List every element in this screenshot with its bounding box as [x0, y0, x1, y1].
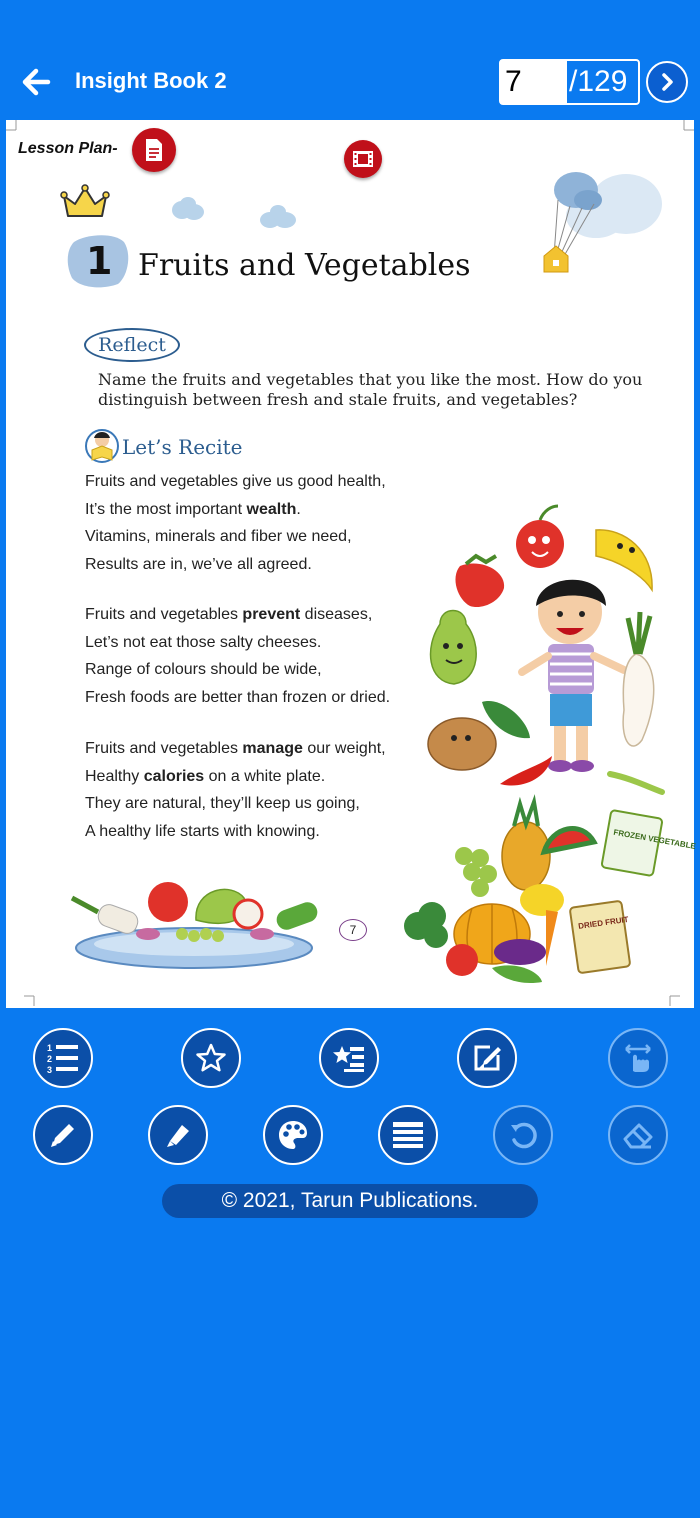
- page-number-input[interactable]: [501, 61, 567, 103]
- crop-mark: [24, 992, 38, 1006]
- poem-line: Fruits and vegetables prevent diseases,: [85, 606, 373, 623]
- back-button[interactable]: [18, 62, 58, 102]
- page-number: 7: [339, 919, 367, 941]
- poem-stanza-2: [85, 601, 390, 711]
- poem-line: Range of colours should be wide,: [85, 661, 322, 678]
- video-button[interactable]: [344, 140, 382, 178]
- numbered-list-icon: [46, 1041, 80, 1075]
- table-of-contents-button[interactable]: [33, 1028, 93, 1088]
- fit-width-button[interactable]: [608, 1028, 668, 1088]
- undo-icon: [507, 1119, 539, 1151]
- poem-line: Results are in, we’ve all agreed.: [85, 555, 312, 573]
- crop-mark: [680, 120, 694, 134]
- reflect-label: Reflect: [84, 328, 180, 362]
- pencil-icon: [47, 1119, 79, 1151]
- book-title: Insight Book 2: [75, 68, 227, 93]
- poem-line: Fruits and vegetables manage our weight,: [85, 740, 386, 757]
- marker-icon: [162, 1119, 194, 1151]
- poem-line: They are natural, they’ll keep us going,: [85, 795, 360, 812]
- bookmarks-list-button[interactable]: [319, 1028, 379, 1088]
- recite-title: Let’s Recite: [122, 435, 243, 459]
- svg-text:DRIED FRUIT: DRIED FRUIT: [577, 914, 630, 931]
- page-navigator: [499, 59, 640, 105]
- fruit-plate-illustration: [62, 868, 326, 972]
- reflect-question: Name the fruits and vegetables that you like the most. How do you distinguish between fresh and stale fruits, and vegetables?: [98, 370, 643, 409]
- go-to-page-button[interactable]: [646, 61, 688, 103]
- cloud-decoration: [170, 194, 206, 224]
- poem-line: Fresh foods are better than frozen or dried.: [85, 688, 391, 706]
- flying-house-illustration: [536, 160, 668, 280]
- poem-line: A healthy life starts with knowing.: [85, 822, 320, 840]
- palette-icon: [276, 1118, 310, 1152]
- swipe-hand-icon: [621, 1041, 655, 1075]
- top-bar: [0, 0, 700, 116]
- document-icon: [144, 138, 164, 162]
- copyright-badge: © 2021, Tarun Publications.: [162, 1184, 538, 1218]
- color-palette-button[interactable]: [263, 1105, 323, 1165]
- poem-line: Let’s not eat those salty cheeses.: [85, 633, 322, 651]
- poem-line: Healthy calories on a white plate.: [85, 767, 326, 785]
- lesson-plan-button[interactable]: [132, 128, 176, 172]
- svg-text:1: 1: [47, 1043, 53, 1053]
- note-edit-icon: [470, 1041, 504, 1075]
- fruit-pile-illustration: [396, 796, 697, 984]
- book-page[interactable]: [6, 120, 697, 1008]
- eraser-button[interactable]: [608, 1105, 668, 1165]
- svg-text:FROZEN VEGETABLE: FROZEN VEGETABLE: [612, 827, 697, 852]
- line-thickness-icon: [391, 1120, 425, 1150]
- total-pages: /129: [569, 65, 628, 98]
- film-icon: [352, 150, 374, 168]
- lesson-plan-label: Lesson Plan-: [18, 140, 118, 157]
- bookmark-button[interactable]: [181, 1028, 241, 1088]
- poem-stanza-3: [85, 735, 386, 845]
- star-list-icon: [332, 1042, 366, 1074]
- chapter-title: Fruits and Vegetables: [138, 248, 471, 283]
- highlighter-button[interactable]: [148, 1105, 208, 1165]
- poem-line: Fruits and vegetables give us good health,: [85, 473, 386, 490]
- poem-line: It’s the most important wealth.: [85, 500, 301, 518]
- chevron-right-icon: [656, 71, 678, 93]
- eraser-icon: [621, 1119, 655, 1151]
- arrow-left-icon: [18, 62, 58, 102]
- poem-line: Vitamins, minerals and fiber we need,: [85, 528, 352, 545]
- chapter-number-badge: [66, 232, 130, 288]
- notes-button[interactable]: [457, 1028, 517, 1088]
- crown-icon: [62, 184, 108, 224]
- crop-mark: [6, 120, 20, 134]
- svg-text:2: 2: [47, 1054, 53, 1064]
- poem-stanza-1: [85, 468, 386, 578]
- girl-reading-icon: [84, 426, 120, 466]
- pencil-button[interactable]: [33, 1105, 93, 1165]
- boy-with-vegetables-illustration: [410, 494, 672, 800]
- svg-text:1: 1: [86, 239, 113, 283]
- undo-button[interactable]: [493, 1105, 553, 1165]
- crop-mark: [666, 992, 680, 1006]
- line-thickness-button[interactable]: [378, 1105, 438, 1165]
- star-icon: [195, 1042, 227, 1074]
- svg-text:3: 3: [47, 1065, 53, 1075]
- cloud-decoration: [258, 202, 298, 232]
